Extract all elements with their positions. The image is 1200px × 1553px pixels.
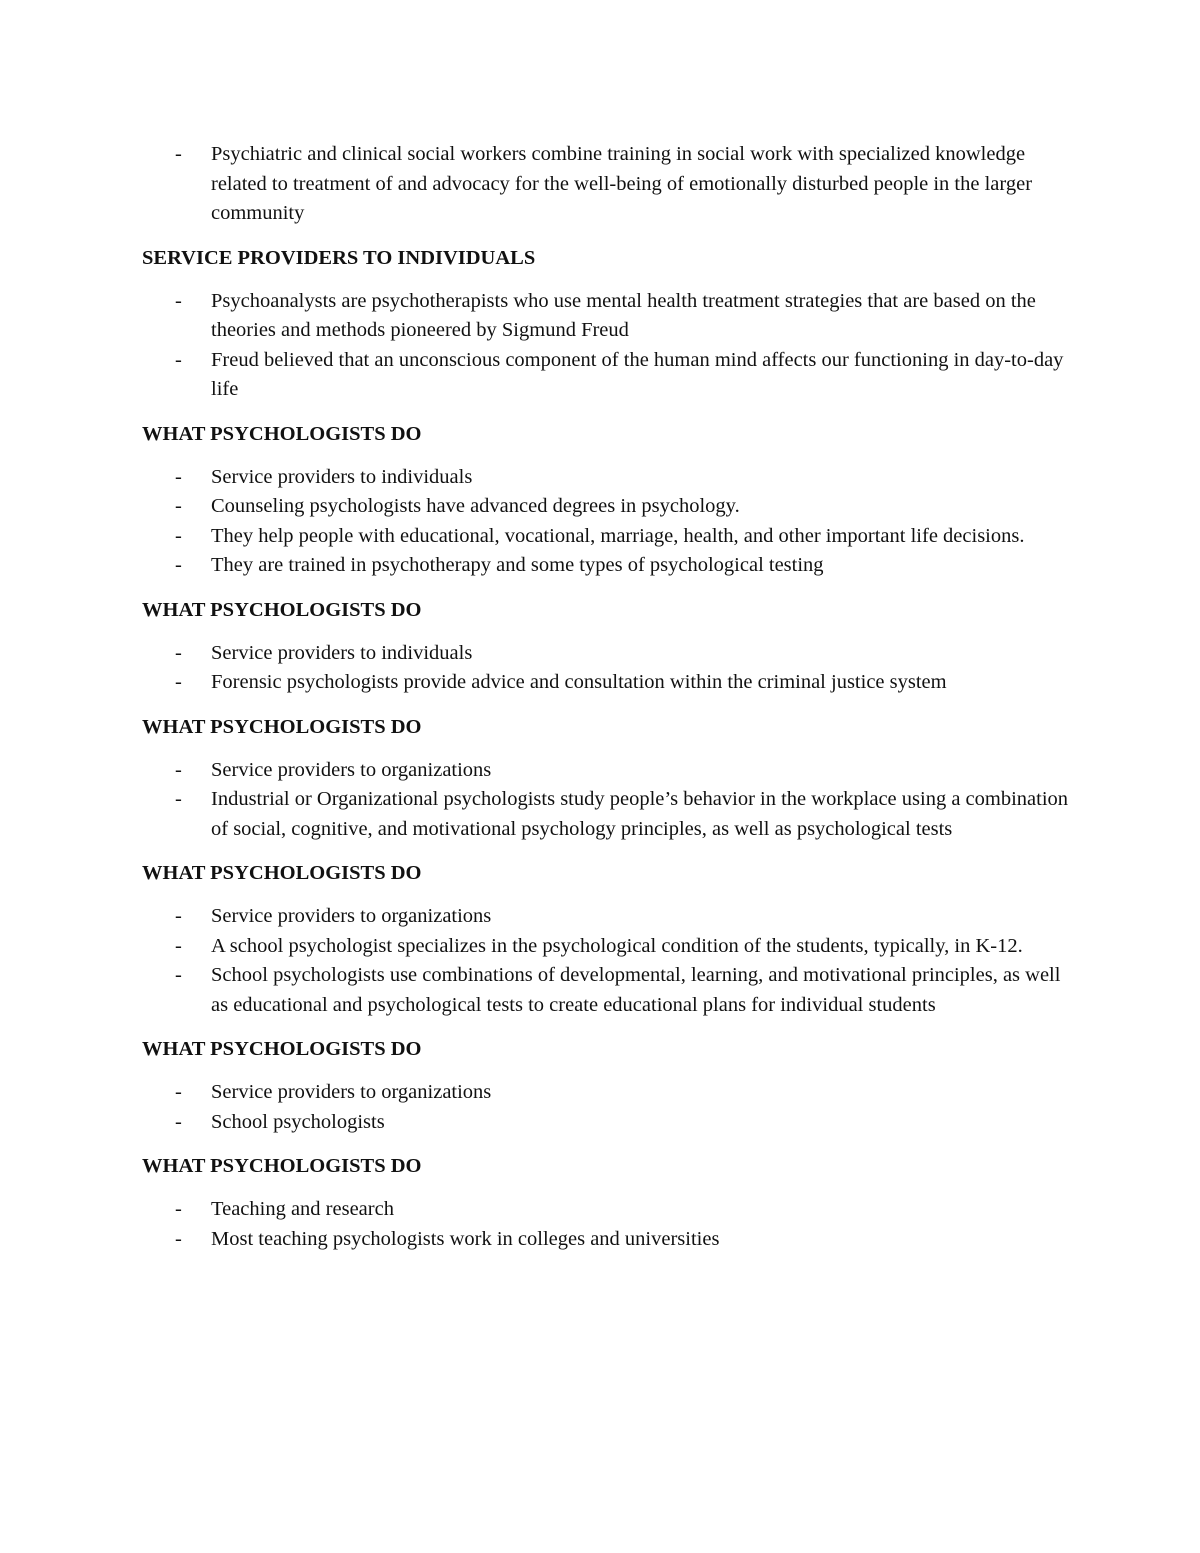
section-heading: WHAT PSYCHOLOGISTS DO bbox=[142, 715, 422, 738]
list-item-text: Service providers to organizations bbox=[211, 758, 492, 781]
bullet-list bbox=[142, 140, 1072, 229]
list-item bbox=[142, 1078, 1072, 1108]
list-item bbox=[142, 492, 1072, 522]
bullet-list bbox=[142, 287, 1072, 405]
list-item-text: A school psychologist specializes in the psychological condition of the students, typically, in K-12. bbox=[211, 934, 1023, 957]
list-item-text: They help people with educational, vocational, marriage, health, and other important life decisions. bbox=[211, 524, 1025, 547]
list-item bbox=[142, 785, 1072, 844]
list-item-text: Service providers to individuals bbox=[211, 465, 473, 488]
list-item bbox=[142, 140, 1072, 229]
list-item-text: Freud believed that an unconscious component of the human mind affects our functioning in day-to-day life bbox=[211, 348, 1064, 400]
list-item bbox=[142, 1195, 1072, 1225]
bullet-list bbox=[142, 639, 1072, 698]
bullet-dash: - bbox=[175, 1227, 182, 1250]
list-item bbox=[142, 522, 1072, 552]
bullet-dash: - bbox=[175, 289, 182, 312]
list-item-text: Counseling psychologists have advanced degrees in psychology. bbox=[211, 495, 740, 517]
list-item bbox=[142, 551, 1072, 581]
bullet-list bbox=[142, 1078, 1072, 1137]
list-item-text: They are trained in psychotherapy and some types of psychological testing bbox=[211, 554, 824, 576]
section-heading: WHAT PSYCHOLOGISTS DO bbox=[142, 862, 422, 884]
bullet-dash: - bbox=[175, 905, 182, 927]
list-item bbox=[142, 932, 1072, 962]
bullet-dash: - bbox=[175, 465, 182, 488]
bullet-dash: - bbox=[175, 758, 182, 781]
list-item bbox=[142, 961, 1072, 1020]
bullet-dash: - bbox=[175, 143, 182, 165]
bullet-dash: - bbox=[175, 934, 182, 957]
bullet-dash: - bbox=[175, 641, 182, 664]
section-heading: WHAT PSYCHOLOGISTS DO bbox=[142, 1155, 422, 1177]
section-heading: WHAT PSYCHOLOGISTS DO bbox=[142, 1038, 422, 1060]
list-item-text: Most teaching psychologists work in colleges and universities bbox=[211, 1227, 720, 1250]
list-item-text: Psychiatric and clinical social workers combine training in social work with specialized knowledge related to treatment of and advocacy for the well-being of emotionally disturbed people in the larger community bbox=[211, 143, 1033, 224]
bullet-list bbox=[142, 902, 1072, 1020]
bullet-dash: - bbox=[175, 348, 182, 371]
section-heading: SERVICE PROVIDERS TO INDIVIDUALS bbox=[142, 246, 536, 269]
list-item bbox=[142, 1225, 1072, 1255]
list-item bbox=[142, 287, 1072, 346]
bullet-dash: - bbox=[175, 671, 182, 693]
list-item-text: School psychologists use combinations of developmental, learning, and motivational principles, as well as educational and psychological tests to create educational plans for individual students bbox=[211, 964, 1061, 1016]
list-item-text: Service providers to individuals bbox=[211, 641, 473, 664]
list-item-text: School psychologists bbox=[211, 1110, 385, 1133]
bullet-dash: - bbox=[175, 788, 182, 810]
list-item bbox=[142, 346, 1072, 405]
document-body bbox=[142, 140, 1072, 1268]
section-heading: WHAT PSYCHOLOGISTS DO bbox=[142, 598, 422, 621]
list-item bbox=[142, 463, 1072, 493]
bullet-dash: - bbox=[175, 1110, 182, 1133]
list-item bbox=[142, 639, 1072, 669]
list-item bbox=[142, 668, 1072, 698]
bullet-dash: - bbox=[175, 554, 182, 576]
list-item-text: Service providers to organizations bbox=[211, 905, 492, 927]
bullet-dash: - bbox=[175, 1198, 182, 1220]
bullet-list bbox=[142, 463, 1072, 581]
bullet-list bbox=[142, 756, 1072, 845]
bullet-dash: - bbox=[175, 524, 182, 547]
list-item-text: Forensic psychologists provide advice and consultation within the criminal justice system bbox=[211, 671, 947, 693]
bullet-list bbox=[142, 1195, 1072, 1254]
bullet-dash: - bbox=[175, 964, 182, 986]
list-item-text: Service providers to organizations bbox=[211, 1081, 492, 1103]
section-heading: WHAT PSYCHOLOGISTS DO bbox=[142, 422, 422, 445]
list-item bbox=[142, 756, 1072, 786]
list-item bbox=[142, 1108, 1072, 1138]
list-item-text: Teaching and research bbox=[211, 1198, 394, 1220]
bullet-dash: - bbox=[175, 1081, 182, 1103]
bullet-dash: - bbox=[175, 495, 182, 517]
list-item-text: Psychoanalysts are psychotherapists who use mental health treatment strategies that are based on the theories and methods pioneered by Sigmund Freud bbox=[211, 289, 1036, 341]
list-item bbox=[142, 902, 1072, 932]
list-item-text: Industrial or Organizational psychologists study people’s behavior in the workplace using a combination of social, cognitive, and motivational psychology principles, as well as psychological tests bbox=[211, 788, 1069, 840]
